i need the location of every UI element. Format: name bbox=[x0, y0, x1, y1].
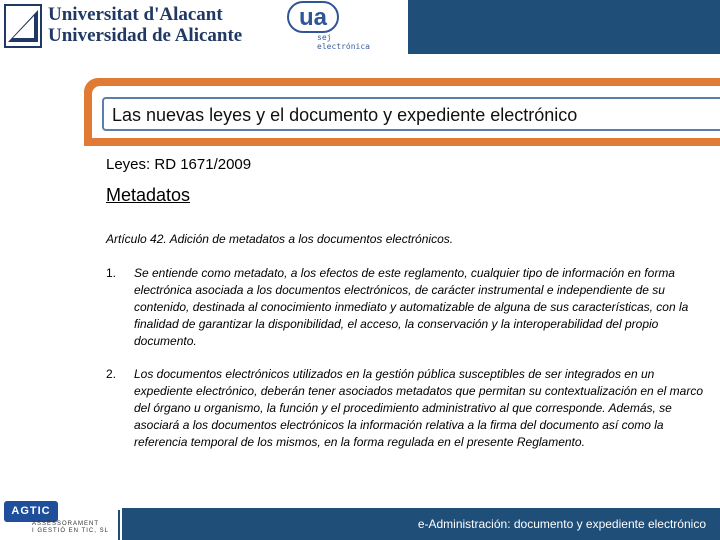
university-logo-icon bbox=[4, 4, 42, 48]
list-item bbox=[106, 366, 710, 451]
slide-title: Las nuevas leyes y el documento y expediente electrónico bbox=[112, 105, 578, 125]
university-name-line2: Universidad de Alicante bbox=[48, 25, 243, 46]
section-heading: Metadatos bbox=[106, 185, 191, 205]
item-number: 2. bbox=[106, 367, 117, 381]
footer-separator bbox=[118, 510, 120, 540]
footer-bar bbox=[122, 508, 720, 540]
title-frame bbox=[84, 78, 720, 146]
ua-logo-icon bbox=[286, 0, 346, 34]
item-text: Se entiende como metadato, a los efectos de este reglamento, cualquier tipo de información en forma electrónica asociada a los documentos electrónicos, de carácter instrumental e independiente de su contenido, destinada al conocimiento inmediato y automatizable de alguna de sus características, con la finalidad de garantizar la disponibilidad, el acceso, la conservación y la interoperabilidad del propio documento. bbox=[134, 266, 689, 348]
law-reference: Leyes: RD 1671/2009 bbox=[106, 156, 252, 173]
agtic-line2: I GESTIÓ EN TIC, SL bbox=[32, 528, 109, 534]
article-title: Artículo 42. Adición de metadatos a los documentos electrónicos. bbox=[106, 232, 454, 246]
item-text: Los documentos electrónicos utilizados en la gestión pública susceptibles de ser integrados en un expediente electrónico, deberán tener asociados metadatos que permitan su contextualización en el marco del órgano u organismo, la función y el procedimiento administrativo al que corresponde. Además, se asociará a los documentos electrónicos la información relativa a la firma del documento así como la referencia temporal de los mismos, en la forma regulada en el presente Reglamento. bbox=[134, 367, 704, 449]
ua-sub-line2: electrónica bbox=[317, 42, 370, 51]
ua-logo-subtitle bbox=[317, 33, 370, 51]
title-inner bbox=[92, 86, 720, 138]
agtic-logo: AGTIC bbox=[4, 501, 58, 522]
ua-logo-text: ua bbox=[298, 4, 328, 31]
article-items bbox=[106, 265, 710, 467]
university-name bbox=[48, 4, 242, 46]
list-item bbox=[106, 265, 710, 350]
agtic-line1: ASSESSORAMENT bbox=[32, 521, 100, 527]
footer-text: e-Administración: documento y expediente electrónico bbox=[417, 517, 706, 531]
agtic-subtitle bbox=[32, 521, 109, 535]
header bbox=[0, 0, 720, 54]
item-number: 1. bbox=[106, 266, 117, 280]
university-name-line1: Universitat d'Alacant bbox=[48, 4, 223, 25]
title-box bbox=[102, 97, 720, 131]
header-band bbox=[408, 0, 720, 54]
ua-sub-line1: sej bbox=[317, 33, 332, 42]
